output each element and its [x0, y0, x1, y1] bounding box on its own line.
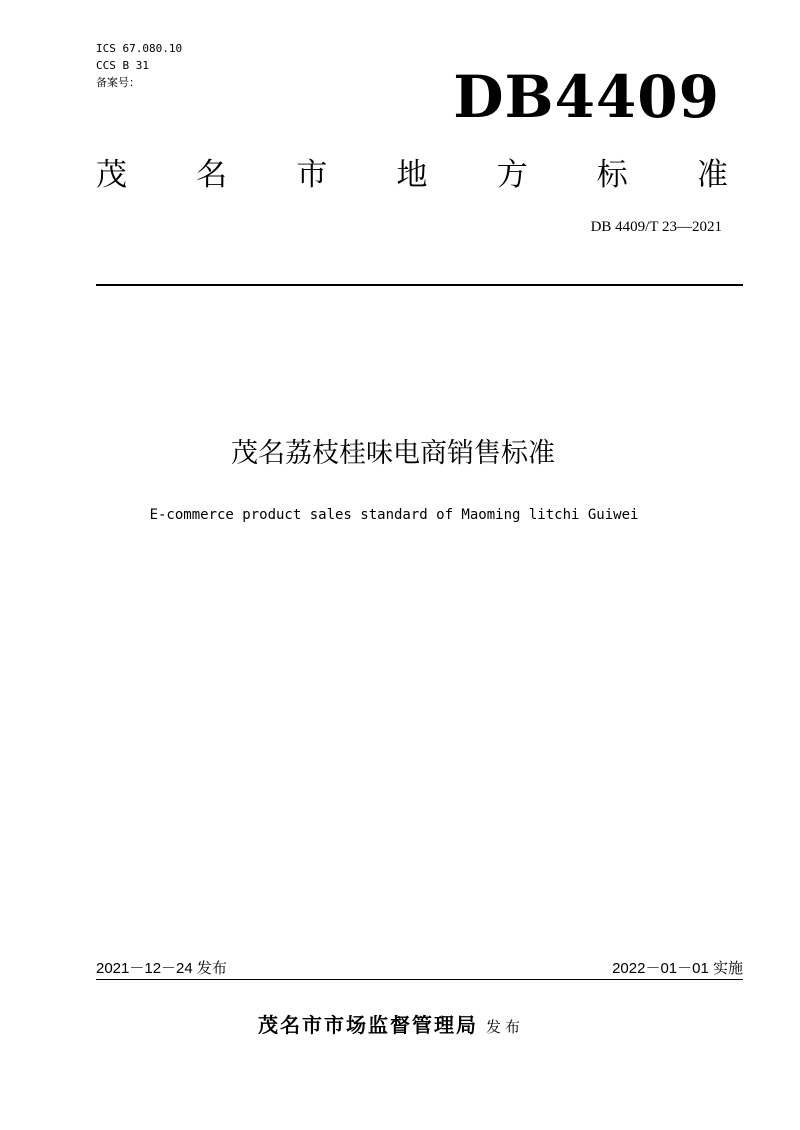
standard-number: DB 4409/T 23—2021	[590, 219, 722, 235]
standard-kind-char: 茂	[96, 157, 127, 193]
document-title-english: E-commerce product sales standard of Maoming litchi Guiwei	[149, 507, 639, 523]
standard-kind-char: 地	[396, 157, 428, 193]
date-row	[96, 958, 743, 980]
issue-action: 发布	[485, 1018, 524, 1036]
issuer-line	[0, 1008, 800, 1044]
standard-kind-char: 标	[596, 157, 628, 193]
standard-kind-char: 方	[496, 157, 528, 193]
classification-block	[96, 40, 182, 91]
document-title-chinese: 茂名荔枝桂味电商销售标准	[231, 438, 555, 469]
standard-kind-char: 市	[296, 157, 328, 193]
record-number-label: 备案号：	[96, 76, 140, 89]
ics-code: ICS 67.080.10	[96, 42, 183, 55]
standard-kind-char: 准	[696, 157, 728, 193]
implement-date: 2022－01－01 实施	[612, 960, 743, 977]
publish-date: 2021－12－24 发布	[96, 960, 227, 977]
standard-code-logo: DB4409	[453, 63, 720, 131]
header-divider	[96, 284, 743, 286]
issuing-organization: 茂名市市场监督管理局	[257, 1013, 478, 1037]
footer-divider	[96, 979, 743, 980]
standard-kind	[96, 150, 728, 200]
ccs-code: CCS B 31	[96, 59, 149, 72]
standard-kind-char: 名	[196, 157, 228, 193]
